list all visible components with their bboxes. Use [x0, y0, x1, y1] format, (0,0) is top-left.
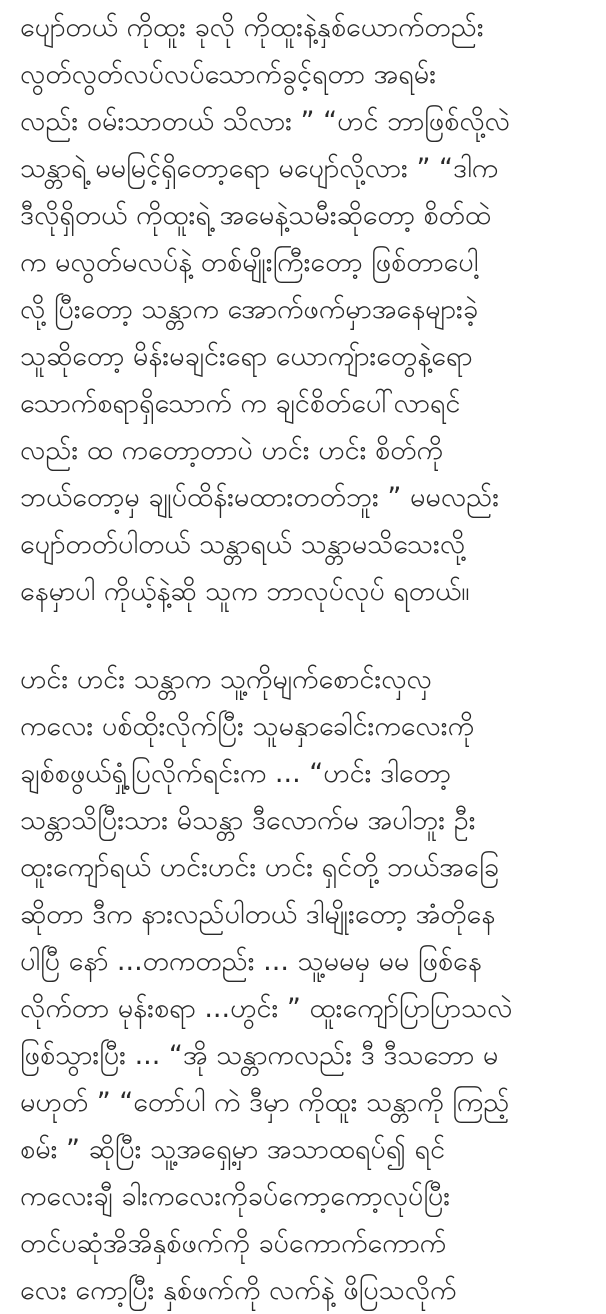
- paragraph-1-line: သူဆိုတော့ မိန်းမချင်းရော ယောကျ်ားတွေနဲ့ရော: [20, 341, 473, 372]
- paragraph-1-line: သောက်စရာရှိသောက် က ချင်စိတ်ပေါ်လာရင်: [20, 388, 461, 419]
- paragraph-1-line: နေမှာပါ ကိုယ့်နဲ့ဆို သူက ဘာလုပ်လုပ် ရတယ်။: [20, 576, 470, 607]
- paragraph-2-line: ကလေး ပစ်ထိုးလိုက်ပြီး သူမနှာခေါင်းကလေးကို: [20, 711, 475, 742]
- paragraph-2-line: ကလေးချီ ခါးကလေးကိုခပ်ကော့ကော့လုပ်ပြီး: [20, 1181, 451, 1212]
- paragraph-2-line: စမ်း ” ဆိုပြီး သူ့အရှေ့မှာ အသာထရပ်၍ ရင်: [20, 1134, 446, 1165]
- paragraph-2-line: တင်ပဆုံအိအိနှစ်ဖက်ကို ခပ်ကောက်ကောက်: [20, 1228, 447, 1259]
- paragraph-1-line: ပျော်တတ်ပါတယ် သန္တာရယ် သန္တာမသိသေးလို့: [20, 529, 466, 560]
- paragraph-1-line: ဒီလိုရှိတယ် ကိုထူးရဲ့ အမေနဲ့သမီးဆိုတော့ စိတ်ထဲ: [20, 200, 491, 231]
- paragraph-1-line: ပျော်တယ် ကိုထူး ခုလို ကိုထူးနဲ့နှစ်ယောက်တည်း: [20, 12, 484, 43]
- paragraph-2-line: သန္တာသိပြီးသား မိသန္တာ ဒီလောက်မ အပါဘူး ဦး: [20, 805, 476, 836]
- paragraph-1-line: သန္တာရဲ့ မမမြင့်ရှိတော့ရော မပျော်လို့လား ” “ဒါက: [20, 153, 499, 184]
- paragraph-2-line: ချစ်စဖွယ်ရှုံ့ပြလိုက်ရင်းက ... “ဟင်း ဒါတော့: [20, 758, 451, 789]
- paragraph-2-line: ဆိုတာ ဒီက နားလည်ပါတယ် ဒါမျိုးတော့ အံတိုနေ: [20, 899, 496, 930]
- paragraph-1-line: လွတ်လွတ်လပ်လပ်သောက်ခွင့်ရတာ အရမ်း: [20, 59, 437, 90]
- paragraph-1-line: ဘယ်တော့မှ ချုပ်ထိန်းမထားတတ်ဘူး ” မမလည်း: [20, 482, 500, 513]
- paragraph-2-line: ပါပြီ နော် ...တကတည်း ... သူ့မမမှ မမ ဖြစ်နေ: [20, 946, 482, 977]
- paragraph-2-line: လေး ကော့ပြီး နှစ်ဖက်ကို လက်နဲ့ ဖိပြသလိုက်: [20, 1275, 457, 1306]
- paragraph-2-line: ဖြစ်သွားပြီး ... “အို သန္တာကလည်း ဒီ ဒီသဘော မ: [20, 1040, 499, 1071]
- paragraph-2-line: ဟင်း ဟင်း သန္တာက သူ့ကိုမျက်စောင်းလှလှ: [20, 664, 432, 695]
- paragraph-2-line: ထူးကျော်ရယ် ဟင်းဟင်း ဟင်း ရှင်တို့ ဘယ်အခြေ: [20, 852, 499, 883]
- paragraph-1-line: လည်း ထ ကတော့တာပဲ ဟင်း ဟင်း စိတ်ကို: [20, 435, 443, 466]
- paragraph-1-line: လည်း ဝမ်းသာတယ် သိလား ” “ဟင် ဘာဖြစ်လို့လဲ: [20, 106, 510, 137]
- paragraph-2-line: လိုက်တာ မုန်းစရာ ...ဟွင်း ” ထူးကျော်ပြာပြာသလဲ: [20, 993, 513, 1024]
- paragraph-2-line: မဟုတ် ” “တော်ပါ ကဲ ဒီမှာ ကိုထူး သန္တာကို ကြည့်: [20, 1087, 510, 1118]
- paragraph-1-line: က မလွတ်မလပ်နဲ့ တစ်မျိုးကြီးတော့ ဖြစ်တာပေါ့: [20, 247, 479, 278]
- paragraph-1-line: လို့ ပြီးတော့ သန္တာက အောက်ဖက်မှာအနေများခဲ့: [20, 294, 479, 325]
